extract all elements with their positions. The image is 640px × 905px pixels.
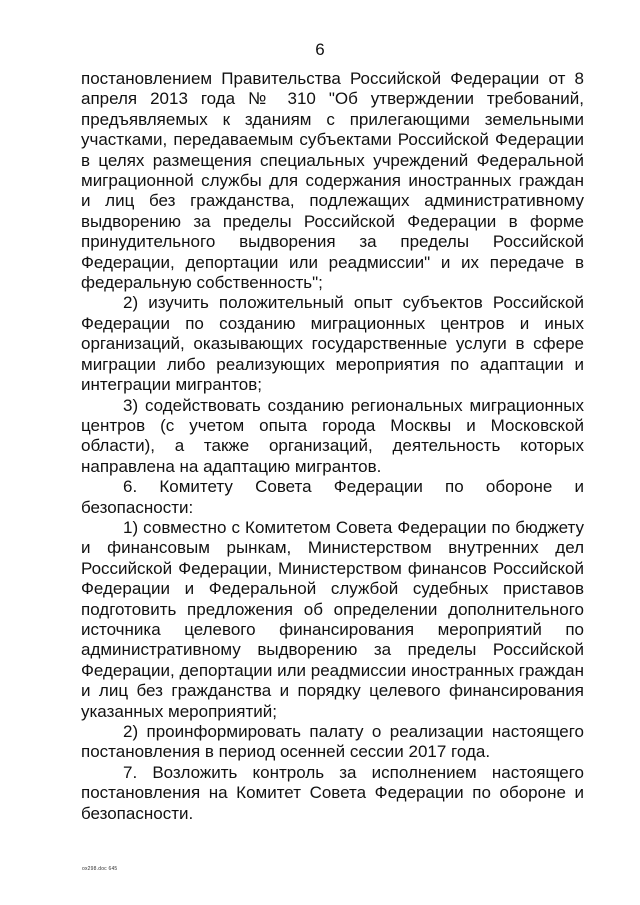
paragraph-item-study-experience: 2) изучить положительный опыт субъектов Российской Федерации по созданию миграционных центров и иных организаций, оказывающих государственные услуги в сфере миграции либо реализующих мероприятия по адаптации и интеграции мигрантов; [81,293,584,395]
paragraph-item-support-centers: 3) содействовать созданию региональных миграционных центров (с учетом опыта города Москвы и Московской области), а также организаций, деятельность которых направлена на адаптацию мигрантов. [81,395,584,476]
paragraph-section-6-heading: 6. Комитету Совета Федерации по обороне и безопасности: [81,477,584,517]
paragraph-continuation: постановлением Правительства Российской Федерации от 8 апреля 2013 года № 310 "Об утверждении требований, предъявляемых к зданиям с прилегающими земельными участками, передаваемым субъектами Российской Федерации в целях размещения специальных учреждений Федеральной миграционной службы для содержания иностранных граждан и лиц без гражданства, подлежащих административному выдворению за пределы Российской Федерации в форме принудительного выдворения за пределы Российской Федерации, депортации или реадмиссии" и их передаче в федеральную собственность"; [81,69,584,293]
document-body [81,69,584,824]
page-number: 6 [315,40,325,59]
paragraph-item-prepare-proposals: 1) совместно с Комитетом Совета Федерации по бюджету и финансовым рынкам, Министерством внутренних дел Российской Федерации, Министерством финансов Российской Федерации и Федеральной службой судебных приставов подготовить предложения об определении дополнительного источника целевого финансирования мероприятий по административному выдворению за пределы Российской Федерации, депортации или реадмиссии иностранных граждан и лиц без гражданства и порядку целевого финансирования указанных мероприятий; [81,517,584,721]
paragraph-item-inform-chamber: 2) проинформировать палату о реализации настоящего постановления в период осенней сессии 2017 года. [81,722,584,762]
document-footer-code: ox298.doc 645 [82,866,118,872]
paragraph-section-7-control: 7. Возложить контроль за исполнением настоящего постановления на Комитет Совета Федерации по обороне и безопасности. [81,762,584,823]
